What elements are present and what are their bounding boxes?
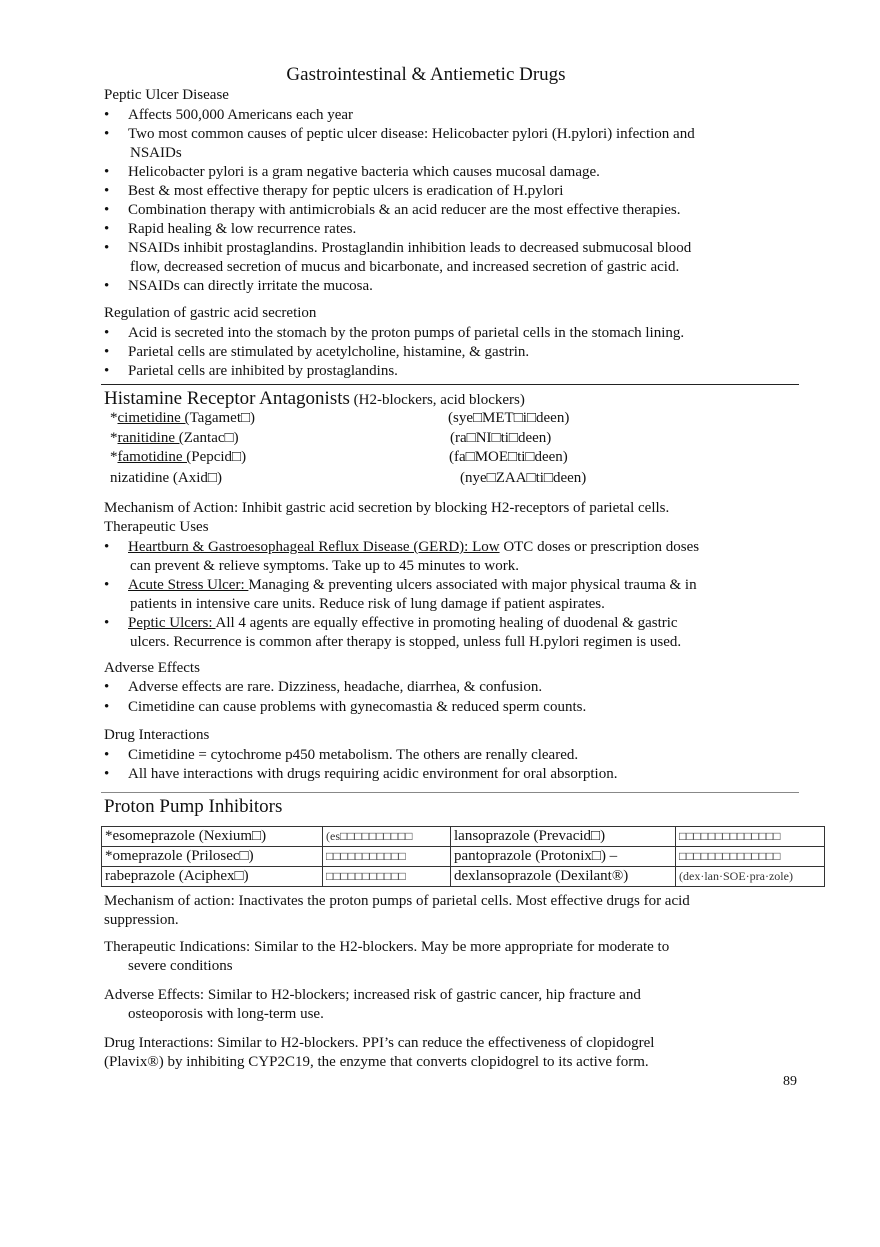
list-item: • Combination therapy with antimicrobials & an acid reducer are the most effective therapies. xyxy=(104,201,744,220)
list-item: • NSAIDs can directly irritate the mucosa. xyxy=(104,277,744,296)
h2-heading: Histamine Receptor Antagonists (H2-blockers, acid blockers) xyxy=(104,388,525,409)
list-item: • Affects 500,000 Americans each year xyxy=(104,106,744,125)
pron-cimetidine: (sye□MET□i□deen) xyxy=(448,410,570,426)
table-cell: lansoprazole (Prevacid□) xyxy=(451,827,676,847)
h2-moa: Mechanism of Action: Inhibit gastric acid secretion by blocking H2-receptors of parietal cells. xyxy=(104,500,670,516)
list-item: • Cimetidine can cause problems with gynecomastia & reduced sperm counts. xyxy=(104,698,744,717)
pron-famotidine: (fa□MOE□ti□deen) xyxy=(449,449,568,465)
uses-bullets xyxy=(104,538,764,652)
table-cell: □□□□□□□□□□□□□□ xyxy=(676,827,825,847)
drug-ranitidine: *ranitidine (Zantac□) xyxy=(110,430,239,446)
interactions-bullets xyxy=(104,746,744,784)
ppi-adverse: Adverse Effects: Similar to H2-blockers; increased risk of gastric cancer, hip fracture and osteoporosis with long-term use. xyxy=(104,987,641,1022)
table-row xyxy=(102,847,825,867)
list-item: • Parietal cells are stimulated by acetylcholine, histamine, & gastrin. xyxy=(104,343,744,362)
table-cell: □□□□□□□□□□□□□□ xyxy=(676,847,825,867)
page-title: Gastrointestinal & Antiemetic Drugs xyxy=(286,64,566,85)
table-row xyxy=(102,867,825,887)
table-row xyxy=(102,827,825,847)
ppi-indications: Therapeutic Indications: Similar to the H2-blockers. May be more appropriate for moderate to severe conditions xyxy=(104,939,670,974)
list-item: • Rapid healing & low recurrence rates. xyxy=(104,220,744,239)
list-item: • Adverse effects are rare. Dizziness, headache, diarrhea, & confusion. xyxy=(104,678,744,697)
ppi-interactions: Drug Interactions: Similar to H2-blockers. PPI’s can reduce the effectiveness of clopidogrel (Plavix®) by inhibiting CYP2C19, the enzyme that converts clopidogrel to its active form. xyxy=(104,1035,655,1070)
list-item: • Helicobacter pylori is a gram negative bacteria which causes mucosal damage. xyxy=(104,163,744,182)
table-cell: pantoprazole (Protonix□) – xyxy=(451,847,676,867)
regulation-bullets xyxy=(104,324,744,381)
list-item: • Acute Stress Ulcer: Managing & preventing ulcers associated with major physical trauma & in patients in intensive care units. Reduce risk of lung damage if patient aspirates. xyxy=(104,576,764,614)
list-item: • Best & most effective therapy for peptic ulcers is eradication of H.pylori xyxy=(104,182,744,201)
regulation-heading: Regulation of gastric acid secretion xyxy=(104,305,317,321)
pron-nizatidine: (nye□ZAA□ti□deen) xyxy=(460,470,587,486)
ppi-heading: Proton Pump Inhibitors xyxy=(104,796,283,817)
adverse-heading: Adverse Effects xyxy=(104,660,200,676)
table-cell: (dex·lan·SOE·pra·zole) xyxy=(676,867,825,887)
table-cell: □□□□□□□□□□□ xyxy=(323,867,451,887)
list-item: • NSAIDs inhibit prostaglandins. Prostaglandin inhibition leads to decreased submucosal blood flow, decreased secretion of mucus and bicarbonate, and increased secretion of gastric acid. xyxy=(104,239,744,277)
table-cell: *esomeprazole (Nexium□) xyxy=(102,827,323,847)
interactions-heading: Drug Interactions xyxy=(104,727,210,743)
drug-famotidine: *famotidine (Pepcid□) xyxy=(110,449,247,465)
table-cell: dexlansoprazole (Dexilant®) xyxy=(451,867,676,887)
adverse-bullets xyxy=(104,678,744,717)
peptic-heading: Peptic Ulcer Disease xyxy=(104,87,229,103)
table-cell: *omeprazole (Prilosec□) xyxy=(102,847,323,867)
peptic-bullets xyxy=(104,106,744,296)
table-cell: □□□□□□□□□□□ xyxy=(323,847,451,867)
pron-ranitidine: (ra□NI□ti□deen) xyxy=(450,430,552,446)
table-cell: (es□□□□□□□□□□ xyxy=(323,827,451,847)
uses-heading: Therapeutic Uses xyxy=(104,519,209,535)
section-divider xyxy=(101,384,799,385)
list-item: • All have interactions with drugs requiring acidic environment for oral absorption. xyxy=(104,765,744,784)
table-cell: rabeprazole (Aciphex□) xyxy=(102,867,323,887)
list-item: • Peptic Ulcers: All 4 agents are equally effective in promoting healing of duodenal & gastric ulcers. Recurrence is common after therapy is stopped, unless full H.pylori regimen is used. xyxy=(104,614,764,652)
drug-cimetidine: *cimetidine (Tagamet□) xyxy=(110,410,256,426)
list-item: • Cimetidine = cytochrome p450 metabolism. The others are renally cleared. xyxy=(104,746,744,765)
list-item: • Heartburn & Gastroesophageal Reflux Disease (GERD): Low OTC doses or prescription doses can prevent & relieve symptoms. Take up to 45 minutes to work. xyxy=(104,538,764,576)
page-number: 89 xyxy=(783,1074,797,1089)
list-item: • Parietal cells are inhibited by prostaglandins. xyxy=(104,362,744,381)
section-divider xyxy=(101,792,799,793)
ppi-table xyxy=(101,826,825,887)
list-item: • Two most common causes of peptic ulcer disease: Helicobacter pylori (H.pylori) infection and NSAIDs xyxy=(104,125,744,163)
ppi-moa: Mechanism of action: Inactivates the proton pumps of parietal cells. Most effective drugs for acid suppression. xyxy=(104,893,690,928)
drug-nizatidine: nizatidine (Axid□) xyxy=(110,470,222,486)
list-item: • Acid is secreted into the stomach by the proton pumps of parietal cells in the stomach lining. xyxy=(104,324,744,343)
